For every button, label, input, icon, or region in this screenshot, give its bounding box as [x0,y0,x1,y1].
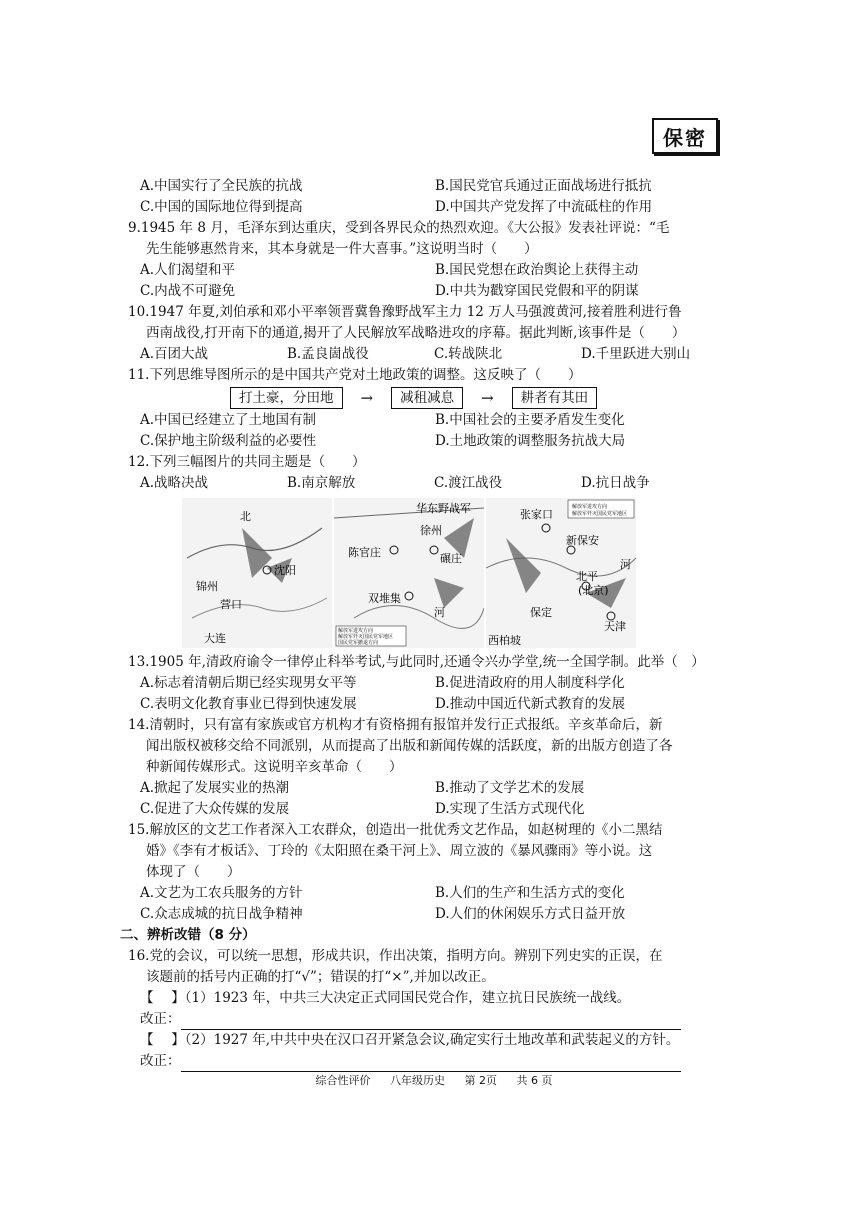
q14-option-c: C.促进了大众传媒的发展 [140,801,290,817]
q12-options [140,473,730,494]
q12-maps [182,498,730,648]
map-liaoshen [182,498,332,648]
q16-correction-1 [140,1009,730,1030]
footer-course: 综合性评价 [315,1074,371,1087]
map3-legend-1: 解放军进攻方向 [572,504,608,510]
q15-stem-2: 婚》《李有才板话》、丁玲的《太阳照在桑干河上》、周立波的《暴风骤雨》等小说。这 [146,843,653,859]
q13-option-d: D.推动中国近代新式教育的发展 [435,696,626,712]
q16-stem-1: 16.党的会议，可以统一思想，形成共识，作出决策，指明方向。辨别下列史实的正误，在 [128,948,663,964]
q11-options-row1 [140,410,730,431]
q11-option-b: B.中国社会的主要矛盾发生变化 [435,412,625,428]
q15-option-a: A.文艺为工农兵服务的方针 [140,885,303,901]
q8-options-row1 [140,176,730,197]
q13-stem: 13.1905 年,清政府谕令一律停止科举考试,与此同时,还通令兴办学堂,统一全国学制。此举（ ） [128,654,705,670]
q12-option-a: A.战略决战 [140,475,209,491]
q15-option-d: D.人们的休闲娱乐方式日益开放 [435,906,626,922]
q16-stem-2: 该题前的括号内正确的打“√”；错误的打“×”,并加以改正。 [146,969,495,985]
q9-stem-2: 先生能够惠然肯来，其本身就是一件大喜事。”这说明当时（ ） [146,241,538,257]
footer-subject: 八年级历史 [390,1074,445,1087]
q11-options-row2 [140,431,730,452]
q15-option-c: C.众志成城的抗日战争精神 [140,906,303,922]
q8-options-row2 [140,197,730,218]
q14-stem-1: 14.清朝时，只有富有家族或官方机构才有资格拥有报馆并发行正式报纸。辛亥革命后，新 [128,717,663,733]
footer-total: 共 6 页 [516,1074,553,1087]
footer-page: 第 2页 [464,1074,497,1087]
arrow-right-icon: → [360,388,374,407]
questions [120,176,730,1072]
q14-option-a: A.掀起了发展实业的热潮 [140,780,290,796]
map-huaihai [334,498,484,648]
answer-line[interactable] [181,1057,681,1072]
correction-label: 改正： [140,1053,181,1069]
q8-option-b: B.国民党官兵通过正面战场进行抵抗 [435,178,652,194]
map3-label-tianjin: 天津 [604,620,626,633]
q14-option-b: B.推动了文学艺术的发展 [435,780,585,796]
confidential-stamp: 保密 [652,118,718,154]
q12-option-b: B.南京解放 [287,475,356,491]
q8-option-c: C.中国的国际地位得到提高 [140,199,303,215]
q12-stem: 12.下列三幅图片的共同主题是（ ） [128,454,366,470]
map1-label-yingkou: 营口 [220,598,242,611]
q9-option-d: D.中共为戳穿国民党假和平的阴谋 [435,283,639,299]
q15-options-row2 [140,904,730,925]
q16-correction-2 [140,1051,730,1072]
q9-options-row2 [140,281,730,302]
q15-option-b: B.人们的生产和生活方式的变化 [435,885,625,901]
q12-option-c: C.渡江战役 [434,475,503,491]
map2-legend-1: 解放军进攻方向 [338,628,374,634]
q13-option-a: A.标志着清朝后期已经实现男女平等 [140,675,357,691]
q13-options-row1 [140,673,730,694]
map2-label-river: 河 [434,606,445,619]
q14-stem-3: 种新闻传媒形式。这说明辛亥革命（ ） [146,759,403,775]
map3-label-xinbaoan: 新保安 [566,534,599,547]
map3-label-baoding: 保定 [530,606,552,619]
q15-options-row1 [140,883,730,904]
q12-option-d: D.抗日战争 [581,475,650,491]
q15-stem-3: 体现了（ ） [146,864,241,880]
map1-label-shenyang: 沈阳 [274,564,296,577]
q15-stem-1: 15.解放区的文艺工作者深入工农群众，创造出一批优秀文艺作品，如赵树理的《小二黑结 [128,822,663,838]
answer-line[interactable] [181,1015,681,1030]
q10-option-b: B.孟良崮战役 [287,346,369,362]
map2-label-east-army: 华东野战军 [416,502,471,515]
map3-label-xibaipo: 西柏坡 [488,634,521,647]
arrow-right-icon: → [481,388,494,407]
q11-mind-map [140,387,730,409]
section-heading: 二、辨析改错（8 分） [120,927,256,943]
q14-options-row1 [140,778,730,799]
q16-item-2: 【 】（2）1927 年,中共中央在汉口召开紧急会议,确定实行土地改革和武装起义的方针。 [140,1032,680,1048]
q10-option-d: D.千里跃进大别山 [581,346,691,362]
correction-label: 改正： [140,1011,181,1027]
map2-label-nianzhuang: 碾庄 [440,552,462,565]
q8-option-a: A.中国实行了全民族的抗战 [140,178,303,194]
q8-option-d: D.中国共产党发挥了中流砥柱的作用 [435,199,653,215]
map3-label-beiping: 北平 [576,570,598,583]
map2-legend-2: 解放军歼灭国民党军地区 [338,634,394,640]
q9-option-c: C.内战不可避免 [140,283,236,299]
q10-option-a: A.百团大战 [140,346,209,362]
map3-legend-2: 解放军歼灭国民党军地区 [572,511,628,517]
map-pingjin [486,498,636,648]
map1-label-north: 北 [240,510,251,523]
q11-stem: 11.下列思维导图所示的是中国共产党对土地政策的调整。这反映了（ ） [128,367,582,383]
map1-label-jinzhou: 锦州 [196,580,218,593]
map3-label-zhangjiakou: 张家口 [520,508,553,521]
mind-map-box-1: 打土豪，分田地 [230,387,343,409]
map3-label-beijing: (北京) [578,584,609,597]
q9-option-b: B.国民党想在政治舆论上获得主动 [435,262,639,278]
q11-option-a: A.中国已经建立了土地国有制 [140,412,317,428]
mind-map-box-3: 耕者有其田 [512,387,598,409]
map2-label-xuzhou: 徐州 [420,524,442,537]
page-footer [0,1072,868,1088]
mind-map-box-2: 减租减息 [391,387,463,409]
q10-stem-1: 10.1947 年夏,刘伯承和邓小平率领晋冀鲁豫野战军主力 12 万人马强渡黄河,接着胜利进行鲁 [128,304,682,320]
q9-options-row1 [140,260,730,281]
map2-label-shuangduiji: 双堆集 [368,592,401,605]
q13-option-b: B.促进清政府的用人制度科学化 [435,675,625,691]
map3-label-river: 河 [620,558,631,571]
q13-option-c: C.表明文化教育事业已得到快速发展 [140,696,357,712]
map1-label-dalian: 大连 [204,632,226,645]
map2-label-chenguanzhuang: 陈官庄 [348,546,381,559]
q10-option-c: C.转战陕北 [434,346,503,362]
q14-stem-2: 闻出版权被移交给不同派别，从而提高了出版和新闻传媒的活跃度，新的出版方创造了各 [146,738,673,754]
q9-option-a: A.人们渴望和平 [140,262,236,278]
q16-item-1: 【 】（1）1923 年，中共三大决定正式同国民党合作，建立抗日民族统一战线。 [140,990,631,1006]
map2-legend-3: 国民党军撤退方向 [338,640,379,646]
q10-stem-2: 西南战役,打开南下的通道,揭开了人民解放军战略进攻的序幕。据此判断,该事件是（ ） [146,325,686,341]
q11-option-d: D.土地政策的调整服务抗战大局 [435,433,626,449]
q13-options-row2 [140,694,730,715]
q9-stem-1: 9.1945 年 8 月，毛泽东到达重庆，受到各界民众的热烈欢迎。《大公报》发表社评说：“毛 [128,220,670,236]
q14-option-d: D.实现了生活方式现代化 [435,801,585,817]
q11-option-c: C.保护地主阶级利益的必要性 [140,433,317,449]
q10-options [140,344,730,365]
q14-options-row2 [140,799,730,820]
